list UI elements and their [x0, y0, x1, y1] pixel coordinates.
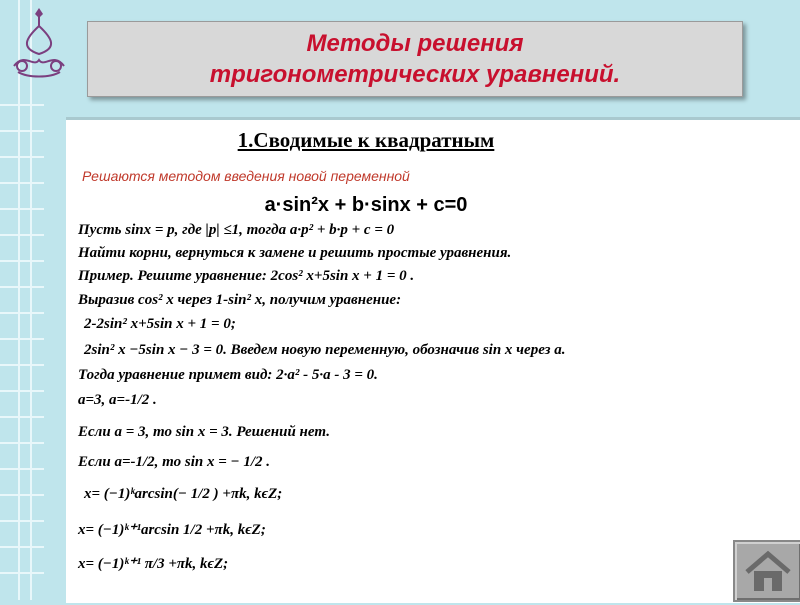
grid-line — [0, 286, 44, 288]
grid-line — [0, 442, 44, 444]
grid-line — [0, 468, 44, 470]
content-panel — [66, 117, 800, 603]
text-line: Выразив cos² x через 1-sin² x, получим уравнение: — [78, 292, 402, 308]
page-title: Методы решения тригонометрических уравнений. — [209, 30, 621, 88]
ornament-icon — [8, 8, 70, 82]
grid-line — [18, 0, 20, 600]
grid-line — [0, 494, 44, 496]
text-line: x= (−1)ᵏarcsin(− 1/2 ) +πk, kϵZ; — [84, 486, 283, 502]
text-line: Тогда уравнение примет вид: 2·a² - 5·a - 3 = 0. — [78, 367, 378, 383]
text-line: x= (−1)ᵏ⁺¹ π/3 +πk, kϵZ; — [78, 556, 229, 572]
grid-line — [0, 130, 44, 132]
grid-line — [0, 416, 44, 418]
grid-line — [0, 546, 44, 548]
grid-line — [0, 390, 44, 392]
home-icon — [735, 542, 800, 600]
grid-line — [0, 208, 44, 210]
home-button[interactable] — [733, 540, 800, 602]
text-line: Если a=-1/2, то sin x = − 1/2 . — [78, 454, 271, 470]
section-heading: 1.Сводимые к квадратным — [237, 128, 495, 152]
grid-line — [0, 260, 44, 262]
grid-line — [0, 338, 44, 340]
general-formula: a·sin²x + b·sinx + c=0 — [264, 194, 468, 216]
grid-line — [0, 156, 44, 158]
text-line: a=3, a=-1/2 . — [78, 392, 157, 408]
text-line: 2-2sin² x+5sin x + 1 = 0; — [84, 316, 236, 332]
text-line: Пусть sinx = p, где |p| ≤1, тогда a·p² + b·p + c = 0 — [78, 222, 395, 238]
grid-line — [0, 234, 44, 236]
grid-line — [0, 364, 44, 366]
text-line: 2sin² x −5sin x − 3 = 0. Введем новую переменную, обозначив sin x через a. — [84, 342, 566, 358]
grid-line — [30, 0, 32, 600]
grid-line — [0, 572, 44, 574]
grid-line — [0, 312, 44, 314]
text-line: Если a = 3, то sin x = 3. Решений нет. — [78, 424, 330, 440]
text-line: Пример. Решите уравнение: 2cos² x+5sin x + 1 = 0 . — [78, 268, 415, 284]
grid-line — [0, 182, 44, 184]
title-box — [87, 21, 743, 97]
text-line: Найти корни, вернуться к замене и решить простые уравнения. — [78, 245, 512, 261]
section-subtitle: Решаются методом введения новой переменной — [82, 168, 410, 184]
text-line: x= (−1)ᵏ⁺¹arcsin 1/2 +πk, kϵZ; — [78, 522, 266, 538]
grid-line — [0, 520, 44, 522]
grid-line — [0, 104, 44, 106]
